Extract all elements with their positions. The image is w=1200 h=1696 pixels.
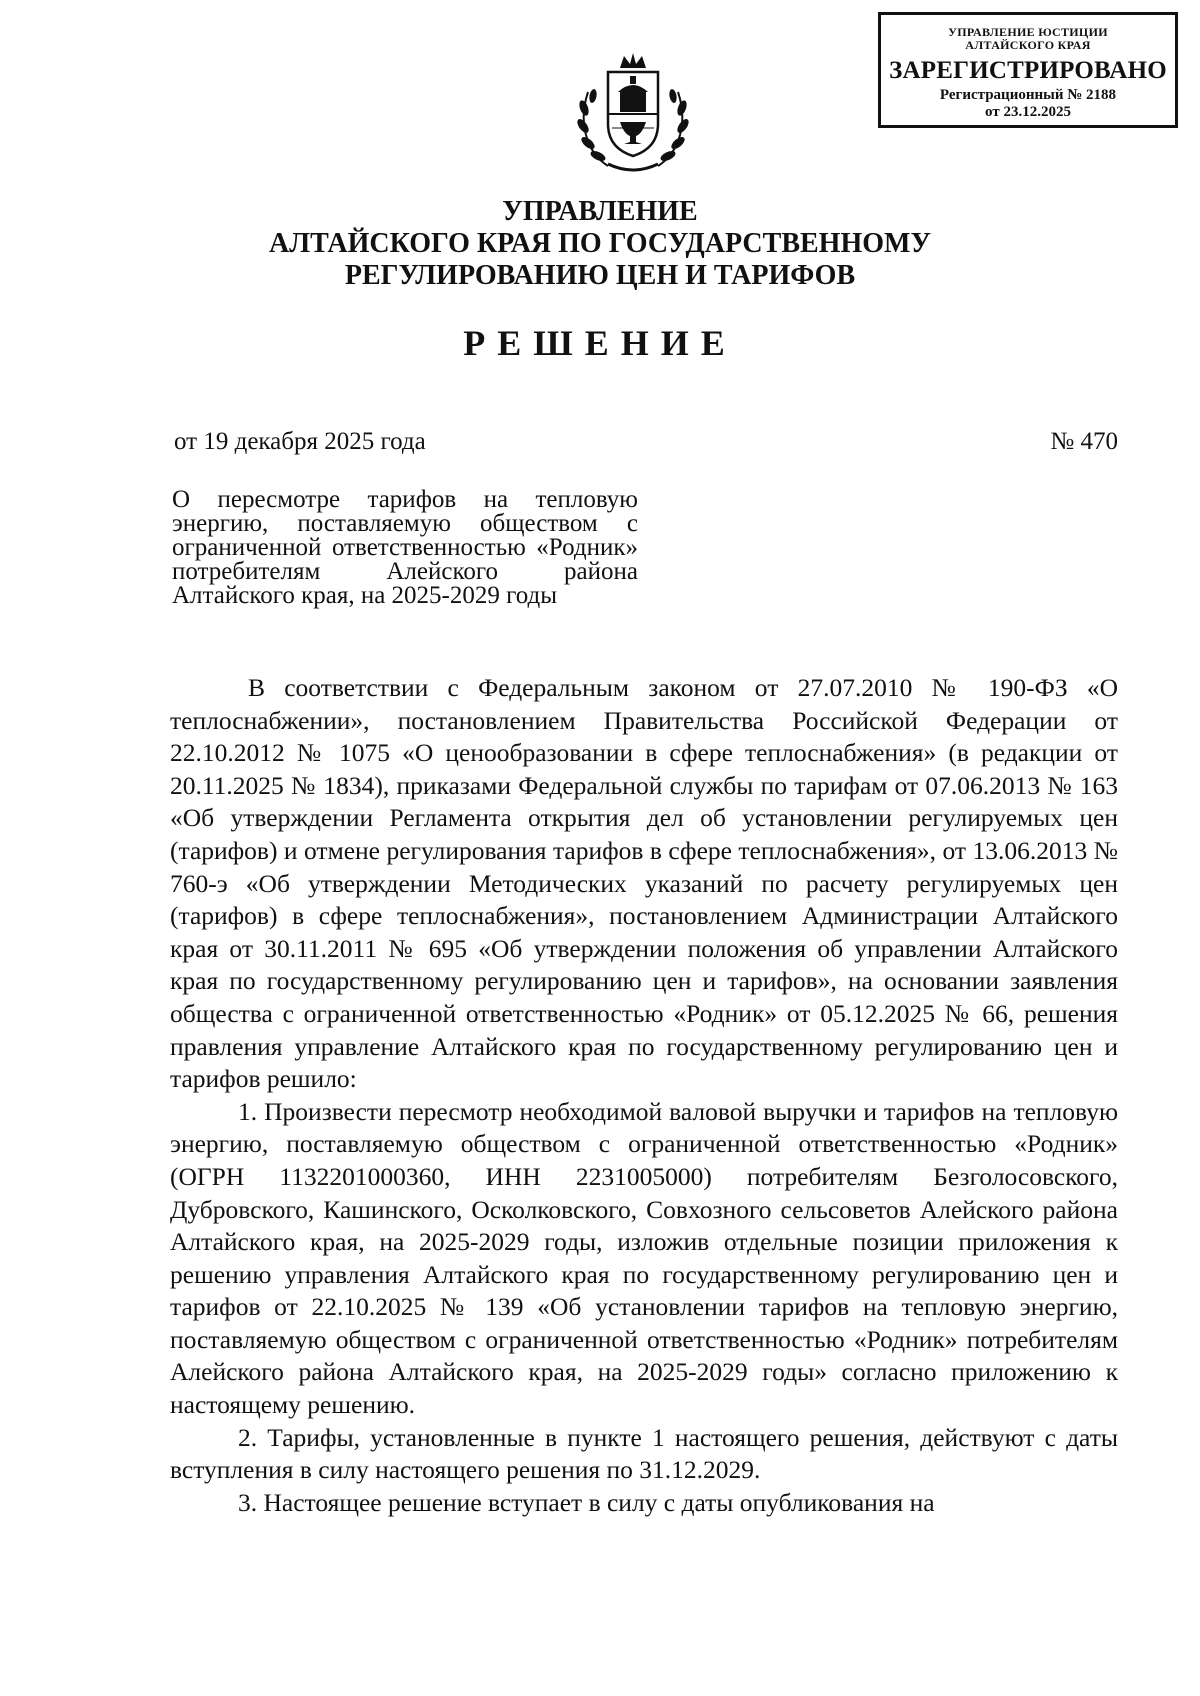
document-subject: О пересмотре тарифов на тепловую энергию, поставляемую обществом с ограниченной ответственностью «Родник» потребителям Алейского района Алтайского края, на 2025-2029 годы [172, 486, 638, 609]
stamp-authority-line1: УПРАВЛЕНИЕ ЮСТИЦИИ [948, 25, 1108, 39]
altai-krai-coat-of-arms-icon [568, 48, 698, 178]
stamp-authority-line2: АЛТАЙСКОГО КРАЯ [965, 38, 1091, 52]
issuing-authority-line3: РЕГУЛИРОВАНИЮ ЦЕН И ТАРИФОВ [344, 260, 856, 291]
document-date: от 19 декабря 2025 года [174, 428, 426, 455]
stamp-reg-date: от 23.12.2025 [985, 104, 1071, 120]
document-type: РЕШЕНИЕ [463, 323, 737, 363]
document-body [170, 672, 1118, 1519]
body-item-1: 1. Произвести пересмотр необходимой валовой выручки и тарифов на тепловую энергию, поставляемую обществом с ограниченной ответственностью «Родник» (ОГРН 1132201000360, ИНН 2231005000) потребителям Безголосовского, Дубровского, Кашинского, Осколковского, Совхозного сельсоветов Алейского района Алтайского края, на 2025-2029 годы, изложив отдельные позиции приложения к решению управления Алтайского края по государственному регулированию цен и тарифов от 22.10.2025 № 139 «Об установлении тарифов на тепловую энергию, поставляемую обществом с ограниченной ответственностью «Родник» потребителям Алейского района Алтайского края, на 2025-2029 годы» согласно приложению к настоящему решению. [170, 1096, 1118, 1420]
body-preamble: В соответствии с Федеральным законом от 27.07.2010 № 190-ФЗ «О теплоснабжении», постановлением Правительства Российской Федерации от 22.10.2012 № 1075 «О ценообразовании в сфере теплоснабжения» (в редакции от 20.11.2025 № 1834), приказами Федеральной службы по тарифам от 07.06.2013 № 163 «Об утверждении Регламента открытия дел об установлении регулируемых цен (тарифов) и отмене регулирования тарифов в сфере теплоснабжения», от 13.06.2013 № 760-э «Об утверждении Методических указаний по расчету регулируемых цен (тарифов) в сфере теплоснабжения», постановлением Администрации Алтайского края от 30.11.2011 № 695 «Об утверждении положения об управлении Алтайского края по государственному регулированию цен и тарифов», на основании заявления общества с ограниченной ответственностью «Родник» от 05.12.2025 № 66, решения правления управление Алтайского края по государственному регулированию цен и тарифов решило: [170, 673, 1118, 1094]
issuing-authority [150, 196, 1050, 292]
body-item-2: 2. Тарифы, установленные в пункте 1 настоящего решения, действуют с даты вступления в силу настоящего решения по 31.12.2029. [170, 1422, 1118, 1485]
issuing-authority-line2: АЛТАЙСКОГО КРАЯ ПО ГОСУДАРСТВЕННОМУ [269, 228, 931, 259]
stamp-status: ЗАРЕГИСТРИРОВАНО [889, 57, 1167, 84]
registration-stamp [878, 12, 1178, 128]
body-item-3: 3. Настоящее решение вступает в силу с даты опубликования на [238, 1487, 935, 1517]
document-number: № 470 [1050, 428, 1118, 455]
stamp-reg-number: Регистрационный № 2188 [939, 87, 1117, 103]
issuing-authority-line1: УПРАВЛЕНИЕ [502, 196, 698, 227]
